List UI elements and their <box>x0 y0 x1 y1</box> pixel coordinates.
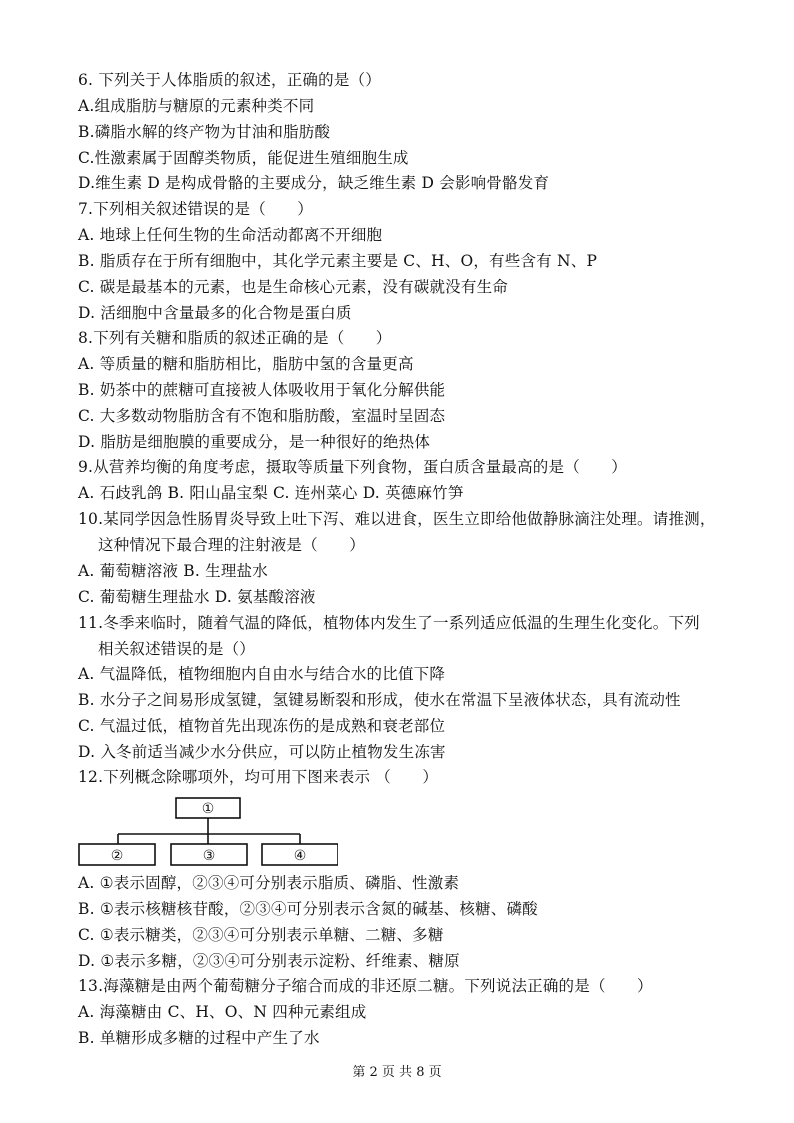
q13-stem: 13.海藻糖是由两个葡萄糖分子缩合而成的非还原二糖。下列说法正确的是（ ） <box>78 977 653 995</box>
q11-stem-line2: 相关叙述错误的是（） <box>98 640 256 658</box>
q12-option-b: B. ①表示核糖核苷酸，②③④可分别表示含氮的碱基、核糖、磷酸 <box>78 900 538 918</box>
q13-option-a: A. 海藻糖由 C、H、O、N 四种元素组成 <box>78 1003 367 1021</box>
q7-option-a: A. 地球上任何生物的生命活动都离不开细胞 <box>78 226 383 244</box>
q12-stem: 12.下列概念除哪项外，均可用下图来表示 （ ） <box>78 768 439 786</box>
q9-options: A. 石歧乳鸽 B. 阳山晶宝梨 C. 连州菜心 D. 英德麻竹笋 <box>78 484 464 502</box>
q6-option-c: C.性激素属于固醇类物质，能促进生殖细胞生成 <box>78 149 409 167</box>
q7-option-d: D. 活细胞中含量最多的化合物是蛋白质 <box>78 304 352 322</box>
diagram-label-2: ② <box>110 848 124 864</box>
q12-option-c: C. ①表示糖类，②③④可分别表示单糖、二糖、多糖 <box>78 926 444 944</box>
q10-options-ab: A. 葡萄糖溶液 B. 生理盐水 <box>78 562 268 580</box>
q11-option-b: B. 水分子之间易形成氢键，氢键易断裂和形成，使水在常温下呈液体状态，具有流动性 <box>78 691 681 709</box>
q10-stem-line2: 这种情况下最合理的注射液是（ ） <box>98 536 365 554</box>
q9-stem: 9.从营养均衡的角度考虑，摄取等质量下列食物，蛋白质含量最高的是（ ） <box>78 458 627 476</box>
q8-option-d: D. 脂肪是细胞膜的重要成分，是一种很好的绝热体 <box>78 433 431 451</box>
q8-option-a: A. 等质量的糖和脂肪相比，脂肪中氢的含量更高 <box>78 355 414 373</box>
q10-options-cd: C. 葡萄糖生理盐水 D. 氨基酸溶液 <box>78 588 316 606</box>
q12-option-a: A. ①表示固醇，②③④可分别表示脂质、磷脂、性激素 <box>78 874 460 892</box>
q11-option-c: C. 气温过低，植物首先出现冻伤的是成熟和衰老部位 <box>78 717 446 735</box>
q12-option-d: D. ①表示多糖，②③④可分别表示淀粉、纤维素、糖原 <box>78 952 460 970</box>
q13-option-b: B. 单糖形成多糖的过程中产生了水 <box>78 1029 320 1047</box>
q7-option-c: C. 碳是最基本的元素，也是生命核心元素，没有碳就没有生命 <box>78 278 508 296</box>
q6-stem: 6. 下列关于人体脂质的叙述，正确的是（） <box>78 71 381 89</box>
q10-stem-line1: 10.某同学因急性肠胃炎导致上吐下泻、难以进食，医生立即给他做静脉滴注处理。请推测， <box>78 510 716 528</box>
q11-option-d: D. 入冬前适当减少水分供应，可以防止植物发生冻害 <box>78 743 446 761</box>
diagram-label-1: ① <box>201 801 215 817</box>
q7-stem: 7.下列相关叙述错误的是（ ） <box>78 200 313 218</box>
q8-stem: 8.下列有关糖和脂质的叙述正确的是（ ） <box>78 329 392 347</box>
q8-option-b: B. 奶茶中的蔗糖可直接被人体吸收用于氧化分解供能 <box>78 381 446 399</box>
q6-option-d: D.维生素 D 是构成骨骼的主要成分，缺乏维生素 D 会影响骨骼发育 <box>78 174 550 192</box>
q6-option-b: B.磷脂水解的终产物为甘油和脂肪酸 <box>78 123 331 141</box>
q8-option-c: C. 大多数动物脂肪含有不饱和脂肪酸，室温时呈固态 <box>78 407 446 425</box>
q11-option-a: A. 气温降低，植物细胞内自由水与结合水的比值下降 <box>78 665 446 683</box>
diagram-label-3: ③ <box>202 848 216 864</box>
page-number: 第 2 页 共 8 页 <box>352 1065 442 1080</box>
q11-stem-line1: 11.冬季来临时，随着气温的降低，植物体内发生了一系列适应低温的生理生化变化。下列 <box>78 614 700 632</box>
q6-option-a: A.组成脂肪与糖原的元素种类不同 <box>78 97 315 115</box>
diagram-label-4: ④ <box>293 848 307 864</box>
concept-tree-diagram <box>78 796 338 868</box>
q7-option-b: B. 脂质存在于所有细胞中，其化学元素主要是 C、H、O，有些含有 N、P <box>78 252 598 270</box>
